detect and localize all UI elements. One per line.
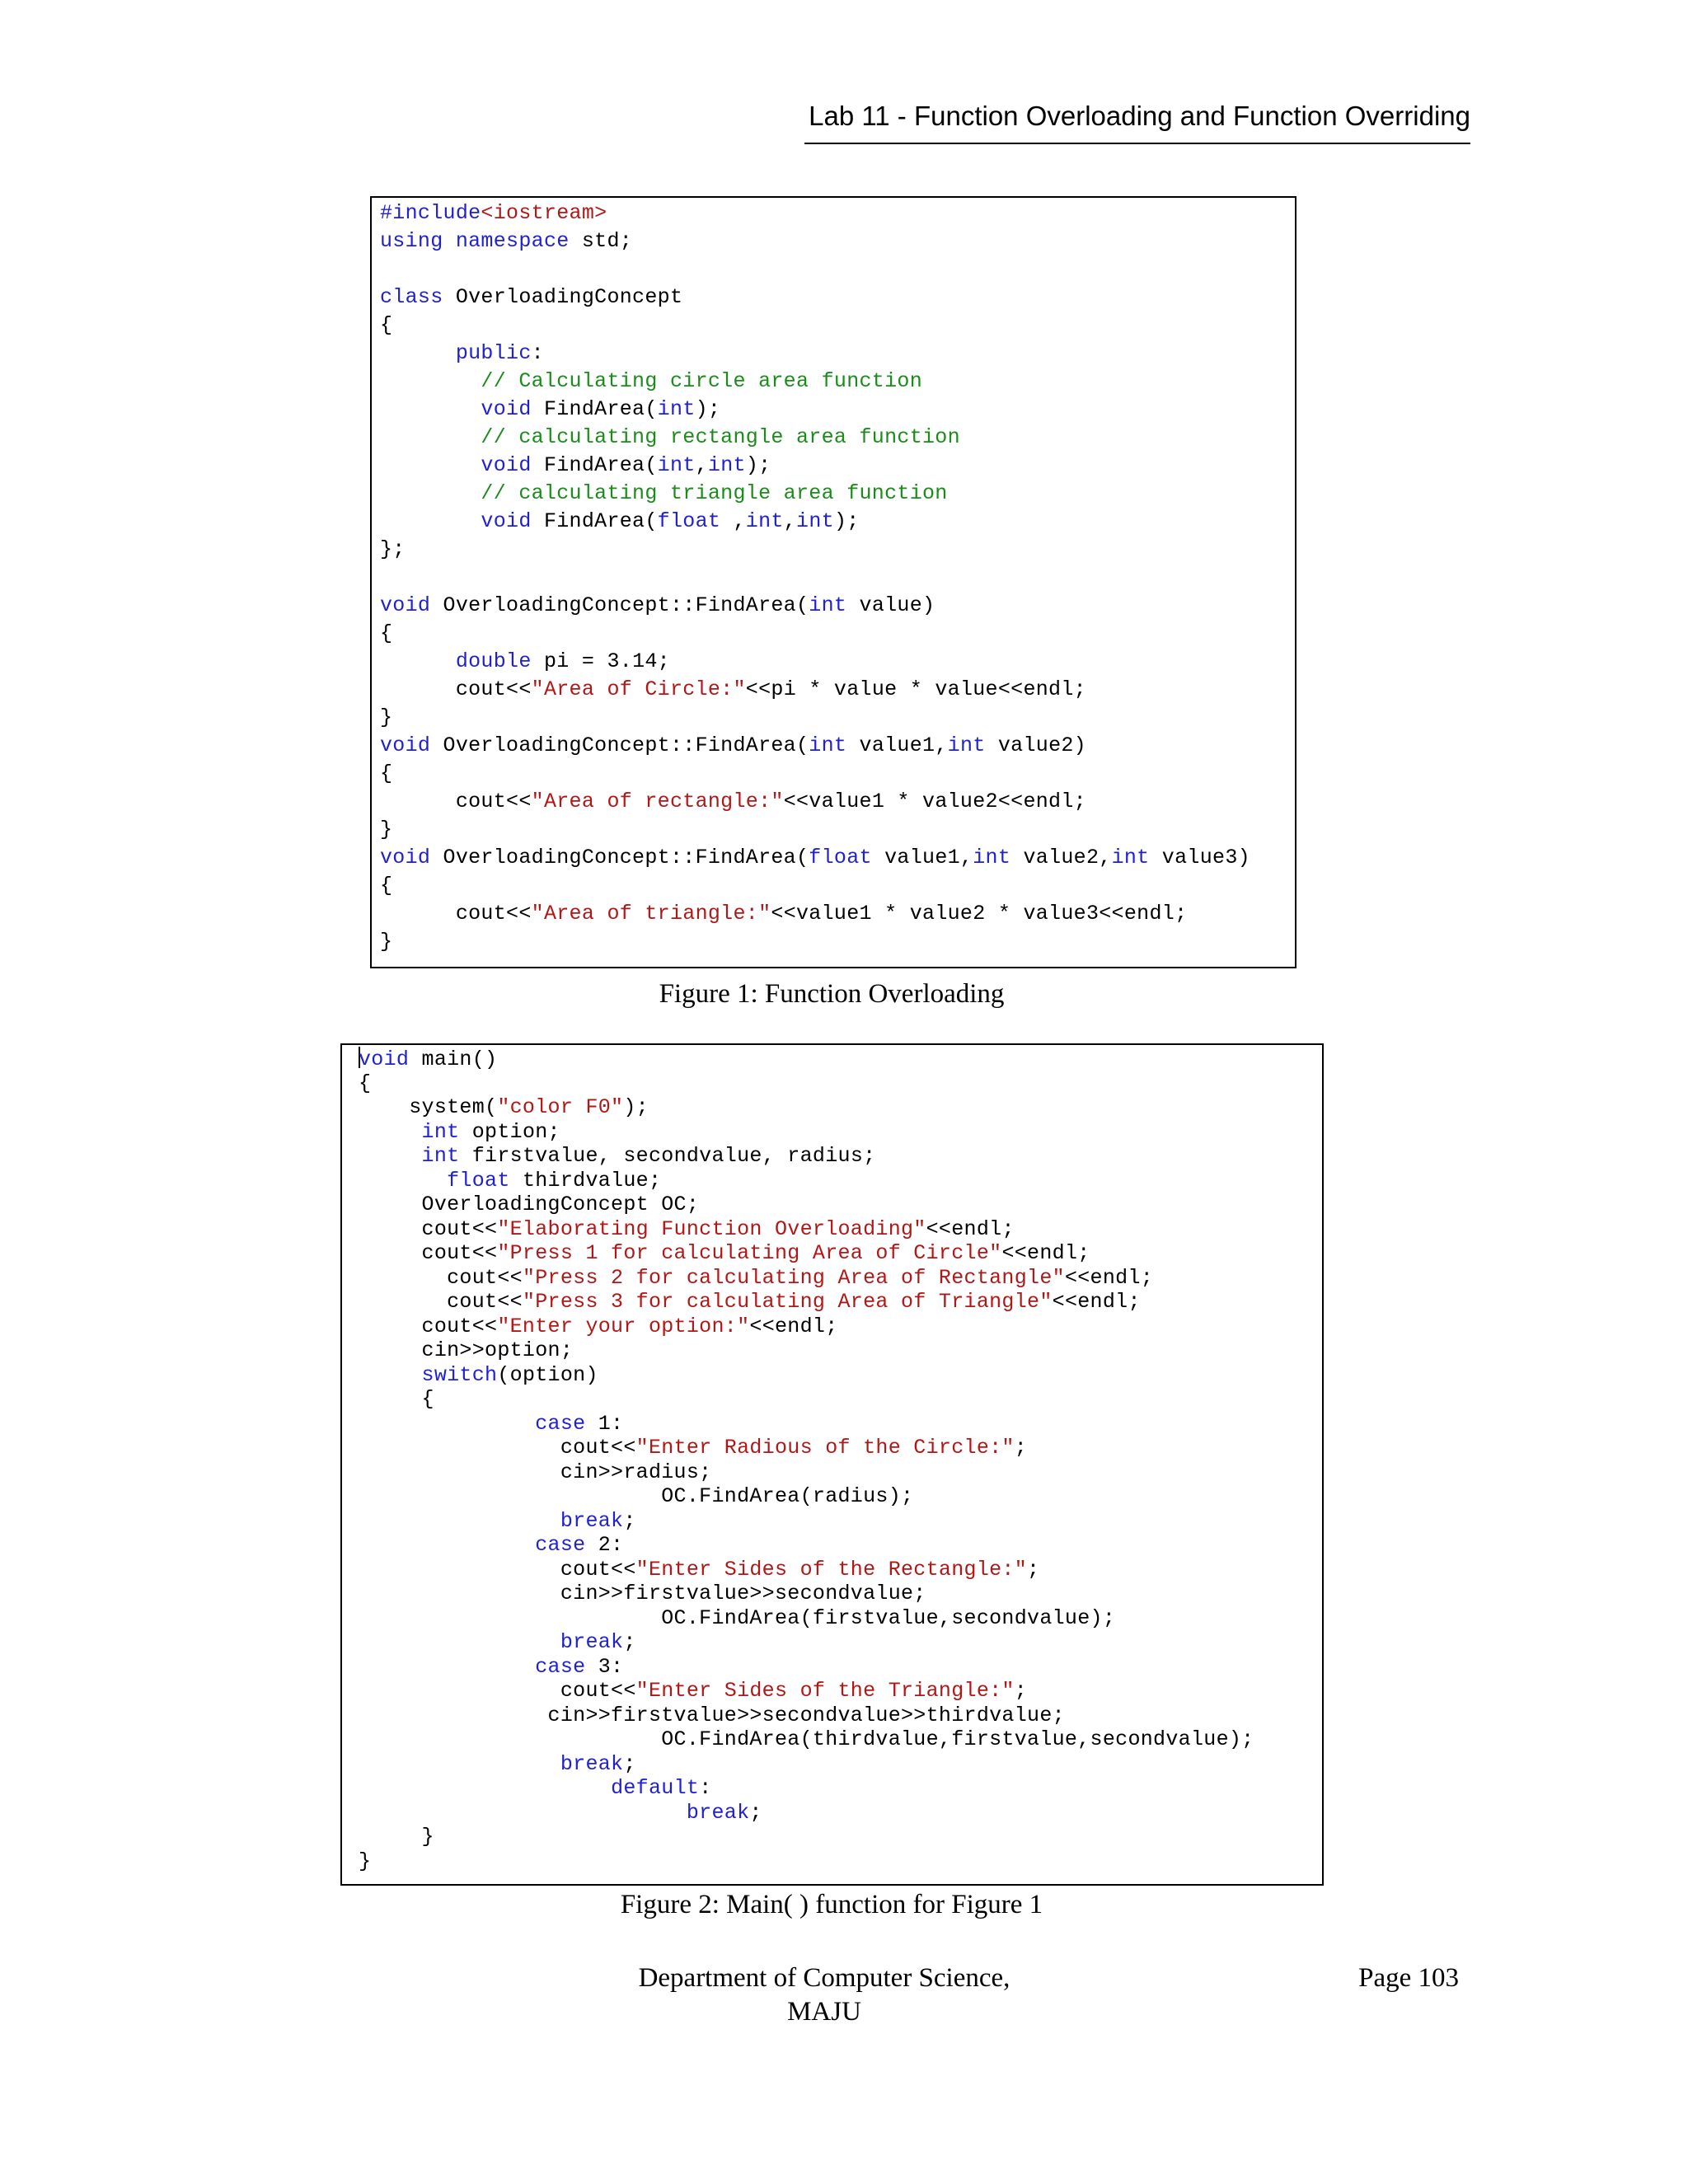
code-keyword: int <box>796 509 834 533</box>
code-text: cout<< <box>359 1241 498 1265</box>
code-comment: // calculating triangle area function <box>481 481 948 505</box>
code-text: cin>>option; <box>359 1338 574 1362</box>
code-text <box>359 1509 560 1533</box>
code-string: "Enter Radious of the Circle:" <box>635 1436 1015 1460</box>
code-text <box>359 1801 687 1825</box>
code-line <box>380 732 1295 760</box>
code-line <box>359 1120 1322 1145</box>
code-text: cout<< <box>380 790 532 813</box>
code-keyword: double <box>455 649 532 673</box>
code-text: ; <box>1014 1436 1028 1460</box>
code-keyword: using <box>380 229 443 253</box>
code-text <box>359 1169 447 1193</box>
code-line <box>380 676 1295 704</box>
code-line <box>359 1509 1322 1534</box>
code-text: value2) <box>985 733 1086 757</box>
code-line <box>380 536 1295 564</box>
code-string: "Enter Sides of the Triangle:" <box>635 1679 1015 1703</box>
code-line <box>359 1460 1322 1485</box>
code-text <box>380 453 481 477</box>
code-keyword: float <box>809 846 872 869</box>
code-text: system( <box>359 1095 498 1119</box>
code-keyword: int <box>745 509 784 533</box>
code-line <box>359 1849 1322 1874</box>
code-text: <<value1 * value2<<endl; <box>783 790 1086 813</box>
code-line <box>380 255 1295 284</box>
code-keyword: break <box>560 1630 624 1654</box>
code-text: } <box>359 1849 372 1873</box>
code-string: "Area of triangle:" <box>531 902 771 926</box>
code-text: option; <box>459 1119 560 1144</box>
figure-1-caption: Figure 1: Function Overloading <box>659 979 1005 1009</box>
code-keyword: int <box>973 846 1011 869</box>
code-text: <<endl; <box>926 1216 1015 1241</box>
code-keyword: default <box>611 1776 700 1800</box>
code-keyword: void <box>481 397 532 421</box>
code-text: } <box>359 1825 434 1849</box>
code-text: 1: <box>585 1411 624 1436</box>
code-text: ; <box>749 1800 762 1825</box>
code-text: FindArea( <box>531 453 658 477</box>
code-line <box>380 564 1295 592</box>
code-line <box>359 1217 1322 1242</box>
code-text <box>380 397 481 421</box>
code-line <box>380 452 1295 480</box>
code-text: } <box>380 818 393 841</box>
code-text: ; <box>1027 1557 1040 1582</box>
code-text: <<endl; <box>1064 1265 1154 1290</box>
code-text: ; <box>623 1630 636 1654</box>
code-line <box>359 1436 1322 1460</box>
code-keyword: float <box>657 509 721 533</box>
code-line <box>359 1338 1322 1363</box>
code-string: "Press 3 for calculating Area of Triangle" <box>522 1290 1053 1314</box>
code-line <box>359 1776 1322 1801</box>
page-number: Page 103 <box>1358 1963 1459 1993</box>
code-line <box>359 1144 1322 1169</box>
code-string: "Press 2 for calculating Area of Rectangle" <box>522 1265 1065 1290</box>
code-text: 3: <box>585 1654 624 1679</box>
code-text: <<pi * value * value<<endl; <box>745 677 1086 701</box>
code-figure-2 <box>340 1043 1324 1886</box>
code-text: 2: <box>585 1533 624 1557</box>
code-text: cout<< <box>359 1265 523 1290</box>
code-text: } <box>380 705 393 729</box>
code-text: , <box>720 509 746 533</box>
code-line <box>359 1363 1322 1388</box>
code-line <box>380 900 1295 928</box>
figure-2-caption: Figure 2: Main( ) function for Figure 1 <box>620 1890 1043 1919</box>
code-line <box>380 928 1295 956</box>
code-line <box>359 1071 1322 1096</box>
code-text: <<endl; <box>1001 1241 1090 1265</box>
code-text: cout<< <box>359 1436 636 1460</box>
code-string: "Enter your option:" <box>497 1314 750 1338</box>
code-text <box>380 341 456 365</box>
department-name: Department of Computer Science, <box>638 1963 1010 1993</box>
code-text: ; <box>623 1751 636 1776</box>
code-text: cin>>firstvalue>>secondvalue; <box>359 1582 926 1605</box>
code-line <box>359 1412 1322 1436</box>
code-text: pi = 3.14; <box>531 649 670 673</box>
code-text: OverloadingConcept OC; <box>359 1193 700 1216</box>
code-line <box>359 1241 1322 1266</box>
code-keyword: int <box>809 593 847 617</box>
code-text <box>443 229 456 253</box>
code-keyword: void <box>359 1047 410 1071</box>
page-header <box>804 95 1470 144</box>
code-text: { <box>380 313 393 337</box>
code-text: firstvalue, secondvalue, radius; <box>459 1144 876 1168</box>
code-line <box>359 1606 1322 1631</box>
code-text: { <box>359 1071 372 1095</box>
code-line <box>380 816 1295 844</box>
code-text <box>359 1630 560 1654</box>
code-text: { <box>380 874 393 898</box>
code-keyword: break <box>686 1800 750 1825</box>
code-keyword: int <box>707 453 746 477</box>
code-keyword: namespace <box>455 229 570 253</box>
code-text: } <box>380 930 393 954</box>
code-line <box>380 284 1295 312</box>
code-line <box>359 1704 1322 1728</box>
code-keyword: int <box>657 453 696 477</box>
code-keyword: int <box>809 733 847 757</box>
code-text <box>359 1144 422 1168</box>
code-text: ); <box>833 509 860 533</box>
code-line <box>380 199 1295 227</box>
code-text: { <box>359 1387 434 1411</box>
code-text: OverloadingConcept::FindArea( <box>430 846 809 869</box>
code-line <box>359 1727 1322 1752</box>
code-text: <<value1 * value2 * value3<<endl; <box>771 902 1188 926</box>
code-line <box>380 844 1295 872</box>
code-line <box>359 1193 1322 1217</box>
code-line <box>380 648 1295 676</box>
code-string: <iostream> <box>481 201 607 225</box>
code-text: value2, <box>1010 846 1112 869</box>
code-text: OC.FindArea(radius); <box>359 1484 914 1508</box>
code-text: { <box>380 621 393 645</box>
code-line <box>359 1484 1322 1509</box>
code-text: value1, <box>846 733 948 757</box>
code-keyword: void <box>380 733 431 757</box>
code-line <box>359 1315 1322 1339</box>
code-text: cout<< <box>359 1290 523 1314</box>
code-string: "color F0" <box>497 1095 624 1119</box>
code-line <box>359 1558 1322 1582</box>
code-text <box>359 1412 535 1436</box>
code-text: OverloadingConcept::FindArea( <box>430 593 809 617</box>
code-text: cin>>firstvalue>>secondvalue>>thirdvalue; <box>359 1703 1065 1727</box>
code-text: cout<< <box>359 1557 636 1582</box>
code-keyword: int <box>421 1119 460 1144</box>
code-text: cout<< <box>380 677 532 701</box>
code-string: "Area of Circle:" <box>531 677 746 701</box>
code-keyword: int <box>947 733 986 757</box>
code-line <box>380 760 1295 788</box>
code-text: value1, <box>871 846 973 869</box>
code-text: cin>>radius; <box>359 1460 712 1484</box>
code-text <box>359 1533 535 1557</box>
code-text: <<endl; <box>749 1314 838 1338</box>
code-keyword: void <box>481 509 532 533</box>
code-text: OC.FindArea(thirdvalue,firstvalue,secondvalue); <box>359 1727 1254 1751</box>
code-text: cout<< <box>359 1216 498 1241</box>
code-line <box>359 1387 1322 1412</box>
code-keyword: case <box>535 1654 586 1679</box>
code-line <box>359 1655 1322 1680</box>
code-text: OverloadingConcept::FindArea( <box>430 733 809 757</box>
code-text <box>380 481 481 505</box>
code-text: value) <box>846 593 935 617</box>
code-line <box>380 872 1295 900</box>
code-comment: // Calculating circle area function <box>481 369 923 393</box>
code-line <box>359 1047 1322 1071</box>
code-comment: // calculating rectangle area function <box>481 425 960 449</box>
code-text: value3) <box>1149 846 1250 869</box>
code-line <box>380 480 1295 508</box>
code-keyword: int <box>1111 846 1150 869</box>
code-line <box>380 396 1295 424</box>
code-text <box>380 509 481 533</box>
lab-title: Lab 11 - Function Overloading and Function Overriding <box>809 101 1470 131</box>
code-text <box>359 1363 422 1387</box>
code-text <box>359 1655 535 1679</box>
code-text: OC.FindArea(firstvalue,secondvalue); <box>359 1605 1116 1630</box>
code-text: ); <box>695 397 721 421</box>
code-keyword: void <box>380 593 431 617</box>
code-keyword: int <box>421 1144 460 1168</box>
code-text: cout<< <box>359 1679 636 1703</box>
code-line <box>380 508 1295 536</box>
code-text: cout<< <box>380 902 532 926</box>
code-text: <<endl; <box>1052 1290 1141 1314</box>
code-line <box>380 424 1295 452</box>
code-line <box>359 1095 1322 1120</box>
code-text: { <box>380 762 393 785</box>
code-line <box>380 592 1295 620</box>
code-text: main() <box>409 1047 498 1071</box>
code-line <box>359 1169 1322 1193</box>
code-line <box>359 1266 1322 1291</box>
code-text <box>380 649 456 673</box>
code-keyword: #include <box>380 201 481 225</box>
code-string: "Elaborating Function Overloading" <box>497 1216 926 1241</box>
code-keyword: case <box>535 1533 586 1557</box>
code-keyword: int <box>657 397 696 421</box>
code-line <box>359 1801 1322 1825</box>
code-line <box>359 1533 1322 1558</box>
code-text: cout<< <box>359 1314 498 1338</box>
code-text <box>380 425 481 449</box>
code-text: FindArea( <box>531 397 658 421</box>
code-text <box>359 1752 560 1776</box>
code-string: "Area of rectangle:" <box>531 790 784 813</box>
code-figure-1 <box>370 196 1296 968</box>
code-text: : <box>699 1776 712 1800</box>
code-line <box>380 704 1295 732</box>
code-text: ); <box>745 453 771 477</box>
code-keyword: class <box>380 285 443 309</box>
institution-name: MAJU <box>787 1997 861 2027</box>
code-text: , <box>695 453 708 477</box>
code-keyword: switch <box>421 1362 498 1387</box>
code-text <box>359 1776 611 1800</box>
code-line <box>380 620 1295 648</box>
code-line <box>359 1825 1322 1849</box>
code-text: thirdvalue; <box>509 1168 662 1193</box>
code-line <box>359 1582 1322 1606</box>
code-text <box>359 1120 422 1144</box>
code-text: std; <box>569 229 633 253</box>
code-string: "Enter Sides of the Rectangle:" <box>635 1557 1028 1582</box>
code-text: }; <box>380 537 406 561</box>
code-line <box>359 1290 1322 1315</box>
code-text <box>380 369 481 393</box>
code-keyword: break <box>560 1751 624 1776</box>
code-line <box>380 788 1295 816</box>
code-line <box>380 312 1295 340</box>
code-string: "Press 1 for calculating Area of Circle" <box>497 1241 1002 1265</box>
code-text: ); <box>623 1095 649 1119</box>
code-line <box>380 227 1295 255</box>
code-text: OverloadingConcept <box>443 285 683 309</box>
code-keyword: case <box>535 1411 586 1436</box>
code-line <box>359 1679 1322 1704</box>
code-text: ; <box>1014 1679 1028 1703</box>
footer-department <box>577 1961 1071 2029</box>
code-line <box>380 340 1295 368</box>
code-text: : <box>531 341 544 365</box>
code-text: (option) <box>497 1362 598 1387</box>
code-keyword: void <box>380 846 431 869</box>
code-text: ; <box>623 1508 636 1533</box>
code-keyword: public <box>455 341 532 365</box>
code-keyword: float <box>447 1168 510 1193</box>
code-keyword: void <box>481 453 532 477</box>
code-keyword: break <box>560 1508 624 1533</box>
code-line <box>359 1630 1322 1655</box>
code-line <box>359 1752 1322 1777</box>
code-text: FindArea( <box>531 509 658 533</box>
code-text: , <box>783 509 797 533</box>
code-line <box>380 368 1295 396</box>
